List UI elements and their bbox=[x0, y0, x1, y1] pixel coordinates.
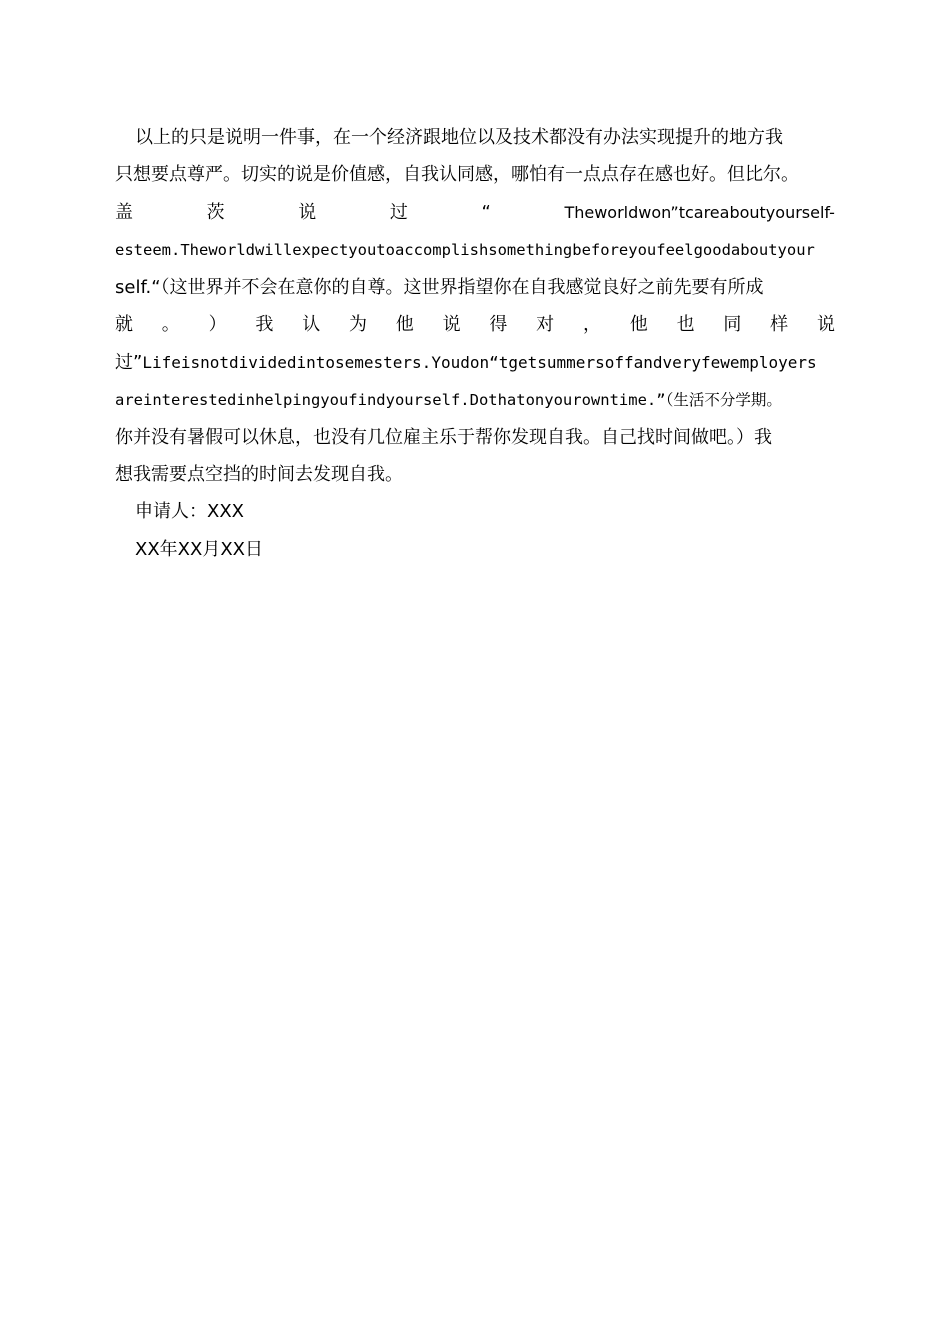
line6-token: 样 bbox=[770, 314, 789, 335]
paragraph-line-10: 想我需要点空挡的时间去发现自我。 bbox=[115, 464, 403, 485]
line3-token: 过 bbox=[389, 202, 408, 223]
line7-prefix: 过” bbox=[115, 352, 143, 373]
line6-token: 就 bbox=[115, 314, 133, 335]
line6-token: 同 bbox=[723, 314, 742, 335]
line6-token: 说 bbox=[816, 314, 835, 335]
line3-token: 茨 bbox=[206, 202, 225, 223]
line6-token: ） bbox=[208, 314, 227, 335]
line6-token: 我 bbox=[255, 314, 274, 335]
line6-token: 他 bbox=[629, 314, 648, 335]
line7-english: Lifeisnotdividedintosemesters.Youdon“tgetsummersoffandveryfewemployers bbox=[142, 353, 817, 372]
line6-token: 。 bbox=[161, 314, 180, 335]
paragraph-line-6 bbox=[115, 313, 835, 337]
applicant-signature: 申请人：XXX bbox=[135, 501, 244, 522]
line6-token: 认 bbox=[302, 314, 321, 335]
line3-token: “ bbox=[481, 202, 491, 223]
line6-token: 他 bbox=[395, 314, 414, 335]
line6-token: 对 bbox=[536, 314, 555, 335]
line3-token: 盖 bbox=[115, 202, 133, 223]
document-date: XX年XX月XX日 bbox=[135, 539, 263, 560]
paragraph-line-9: 你并没有暑假可以休息，也没有几位雇主乐于帮你发现自我。自己找时间做吧。）我 bbox=[115, 427, 772, 448]
paragraph-line-3 bbox=[115, 201, 835, 225]
paragraph-line-1: 以上的只是说明一件事，在一个经济跟地位以及技术都没有办法实现提升的地方我 bbox=[135, 127, 783, 148]
paragraph-line-7 bbox=[115, 351, 835, 375]
paragraph-line-2: 只想要点尊严。切实的说是价值感，自我认同感，哪怕有一点点存在感也好。但比尔。 bbox=[115, 164, 799, 185]
paragraph-line-8: areinterestedinhelpingyoufindyourself.Dothatonyourowntime.”（生活不分学期。 bbox=[115, 391, 782, 409]
line6-token: 得 bbox=[489, 314, 508, 335]
line6-token: ， bbox=[582, 314, 601, 335]
paragraph-line-5: self.“（这世界并不会在意你的自尊。这世界指望你在自我感觉良好之前先要有所成 bbox=[115, 277, 764, 298]
line3-english-quote: Theworldwon”tcareaboutyourself- bbox=[564, 203, 835, 222]
line6-token: 也 bbox=[676, 314, 695, 335]
line6-token: 说 bbox=[442, 314, 461, 335]
line6-token: 为 bbox=[348, 314, 367, 335]
paragraph-line-4: esteem.Theworldwillexpectyoutoaccomplishsomethingbeforeyoufeelgoodaboutyour bbox=[115, 241, 815, 259]
line3-token: 说 bbox=[298, 202, 317, 223]
